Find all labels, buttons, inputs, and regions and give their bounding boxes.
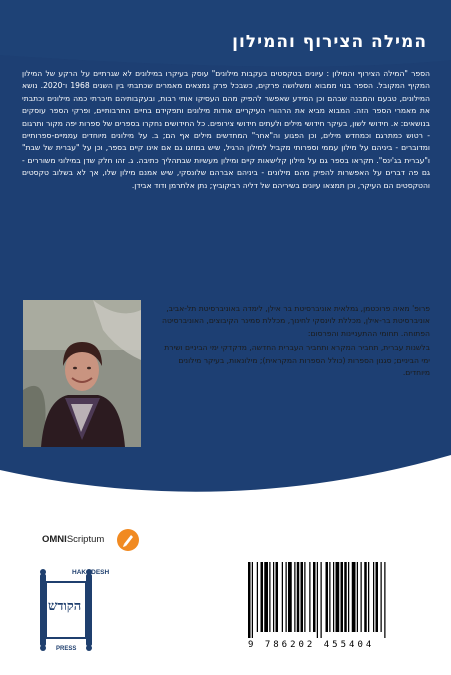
author-bio-paragraph-2: בלשנות עברית, תחביר המקרא ותחביר העברית החדשה, מדקדקי ימי הביניים ושירת ימי הביניים; סגנון הספרות (כולל הספרות המקראית); מילונאות, בעיקר מילונים מיוחדים. xyxy=(164,343,430,378)
omniscriptum-wordmark xyxy=(42,534,104,545)
omni-suffix-text: Scriptum xyxy=(66,534,105,545)
isbn-barcode xyxy=(240,560,436,658)
book-title: המילה הצירוף והמילון xyxy=(232,32,427,52)
omni-brand-text: OMNI xyxy=(42,534,67,545)
hakodesh-press-logo xyxy=(34,568,110,660)
hakodesh-hebrew-name: הקודש xyxy=(48,599,82,614)
author-bio xyxy=(160,303,430,381)
book-description: הספר "המילה הצירוף והמילון : עיונים בטקסטים בעקבות מילונים" עוסק בעיקרו במילונים לא שגרתיים על הרקע של המילון המקיף המקובל. הספר בנוי ממבוא ומשלושה פרקים, כשבכל פרק נמצאים מאמרים שכתבתי בין השנים 1968 ו־2020. נושא המילונים, טבעם והמבנה שבהם וכן המידע שאפשר להפיק מהם העסיקו אותי רבות, ובעקבותיהם חיברתי כמה מילונים וכתבתי את מאמרי הספר הזה. המבוא מביא את הרהורי העיקריים אודות מילונים ותפקידם בחיים התרבותיים, ופרקי הספר עוסקים בנושאים: א. חידושי לשון, בעיקר חידושי מילים ולעתים חידושי צירופים. כל החידושים נחקרו בספרים של ספרות יפה מקור ותרגום - רטוש כמתרגם וכמחדש מילים, וכן הפגוע וה"אחר" המחדשים מילים אף הם; ב. על מילונים מיוחדים עממיים-ספרותיים ומדוברים - ביניהם על מילון עממי וספרותי מקביל למילון הרגיל, שיש במוזגו גם אם אינו קיים בספר, וכן על "עברית של שבת" ו"עברית בג'ינס". תקראו בספר גם על מילון קלישאות קיים ומילון מעשיות שבתהליך כתיבה. ג. זהו חלק שדן במילוני משוררים - גם פה דברים על האפשרות להפיק מהם מילונים - ביניהם אברהם שלונסקי, שיש אמנם מילון שלו, אך לא בשלוב טקסטים והטקסטים הם העיקר, וכן תמצאו עיונים בשיריהם של דליה רביקוביץ; נתן אלתרמן ודוד אבידן. xyxy=(22,69,430,190)
author-bio-paragraph-1: פרופ' מאיה פרוכטמן, גמלאית אוניברסיטת בר אילן, לימדה באוניברסיטת תל-אביב, אוניברסיטת בר-אילן, מכללת לוינסקי לחינוך, מכללת סמינר הקיבוצים, האוניברסיטה הפתוחה. תחומי ההתעניינות והפרסום: xyxy=(161,304,430,338)
hakodesh-name: HAKODESH xyxy=(72,569,110,576)
pen-nib-icon xyxy=(117,529,139,551)
barcode-bars xyxy=(240,560,436,640)
author-photo xyxy=(23,300,141,447)
isbn-number: 9 786202 455404 xyxy=(248,640,375,650)
hakodesh-press-label: PRESS xyxy=(56,646,77,652)
omniscriptum-logo xyxy=(42,527,142,553)
